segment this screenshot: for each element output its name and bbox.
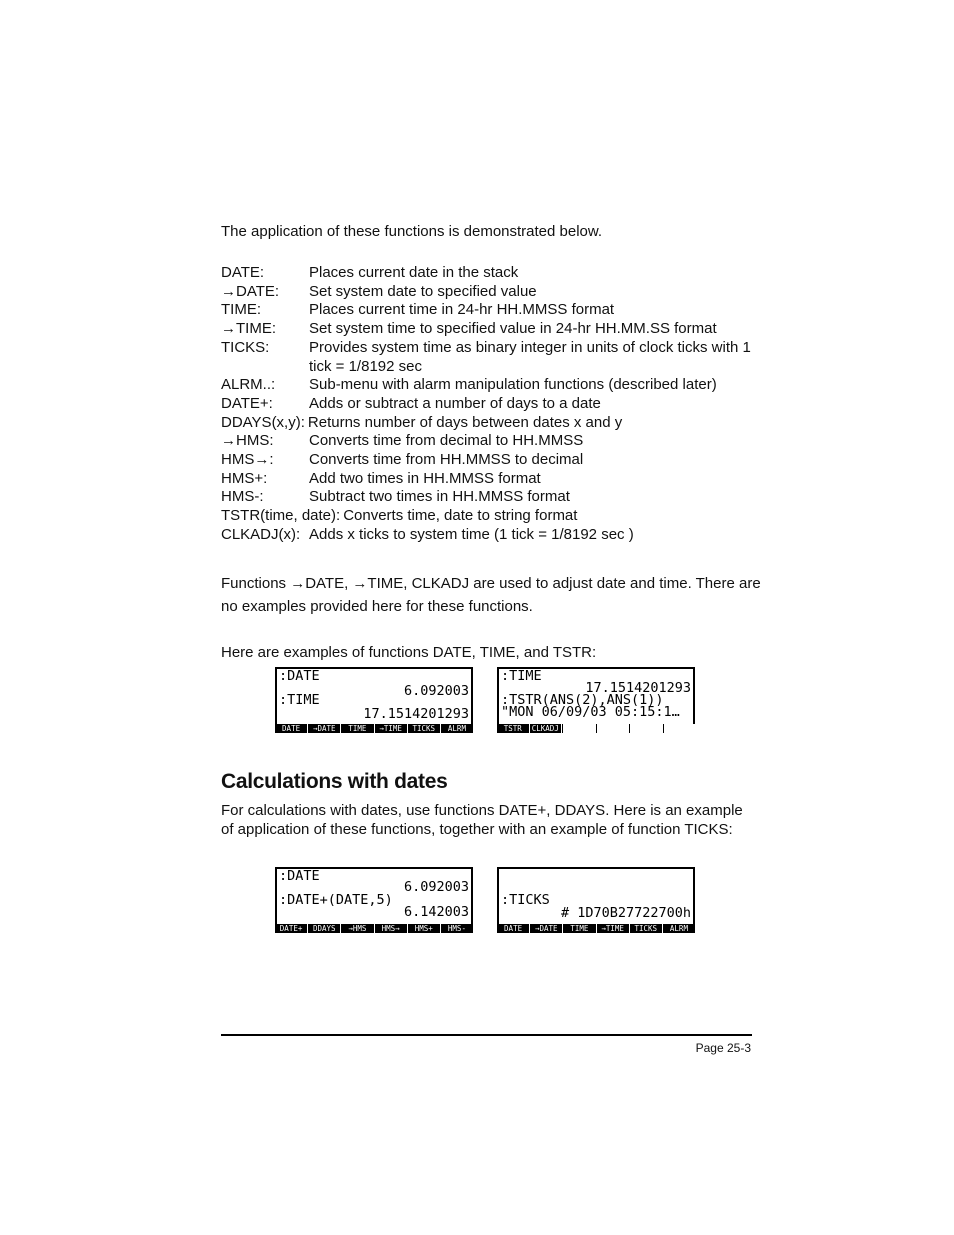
calc-screen-date-plus	[275, 867, 473, 933]
screen-border	[275, 667, 277, 725]
soft-key[interactable]: →TIME	[597, 924, 629, 933]
function-row	[221, 264, 761, 283]
function-desc: Adds x ticks to system time (1 tick = 1/8192 sec )	[309, 525, 634, 543]
examples-intro: Here are examples of functions DATE, TIME, and TSTR:	[221, 644, 597, 661]
function-name: DDAYS(x,y):	[221, 413, 305, 431]
function-row	[221, 451, 761, 470]
soft-key-empty[interactable]	[629, 724, 662, 733]
screen-border	[471, 667, 473, 725]
soft-key[interactable]: TIME	[563, 924, 595, 933]
adjust-paragraph	[221, 572, 761, 618]
function-name: DATE+:	[221, 394, 273, 412]
adjust-line-2: no examples provided here for these functions.	[221, 598, 533, 615]
soft-menu	[497, 724, 695, 733]
soft-key[interactable]: →TIME	[375, 724, 407, 733]
screen-border	[471, 867, 473, 925]
soft-key[interactable]: →DATE	[308, 724, 340, 733]
screen-border	[275, 867, 277, 925]
function-row	[221, 488, 761, 507]
function-name: TICKS:	[221, 338, 270, 356]
function-desc: Converts time, date to string format	[343, 507, 578, 525]
function-desc: Returns number of days between dates x and y	[307, 413, 623, 431]
dates-line-1: For calculations with dates, use functions DATE+, DDAYS. Here is an example	[221, 802, 743, 819]
function-name: →DATE:	[221, 282, 280, 300]
stack-line: 6.092003	[403, 880, 469, 894]
stack-line: 17.1514201293	[363, 707, 469, 721]
function-desc: Places current time in 24-hr HH.MMSS format	[309, 301, 615, 319]
adjust-line-1: Functions →DATE, →TIME, CLKADJ are used to adjust date and time. There are	[221, 575, 761, 592]
soft-key[interactable]: CLKADJ	[530, 724, 562, 733]
stack-line: :DATE	[279, 869, 320, 883]
soft-key[interactable]: DATE	[275, 724, 307, 733]
soft-menu	[497, 924, 695, 933]
function-list	[221, 264, 761, 545]
soft-key[interactable]: HMS→	[375, 924, 407, 933]
stack-line: 6.142003	[403, 905, 469, 919]
function-row	[221, 301, 761, 320]
page-number: Page 25-3	[695, 1041, 751, 1055]
screen-border	[497, 867, 499, 925]
screen-border	[693, 867, 695, 925]
function-name: TSTR(time, date):	[221, 507, 341, 525]
function-name: DATE:	[221, 264, 265, 281]
soft-key[interactable]: DATE	[497, 924, 529, 933]
stack-line: :DATE+(DATE,5)	[279, 893, 393, 907]
soft-key[interactable]: DDAYS	[308, 924, 340, 933]
soft-key[interactable]: →DATE	[530, 924, 562, 933]
dates-paragraph	[221, 801, 761, 839]
dates-line-2: of application of these functions, together with an example of function TICKS:	[221, 821, 733, 838]
calc-screen-date-time	[275, 667, 473, 733]
soft-key[interactable]: ALRM	[663, 924, 695, 933]
function-name: →TIME:	[221, 320, 276, 338]
function-desc: Adds or subtract a number of days to a date	[309, 394, 601, 412]
soft-key[interactable]: →HMS	[341, 924, 373, 933]
function-row	[221, 526, 761, 545]
function-desc: Add two times in HH.MMSS format	[309, 469, 541, 487]
function-row	[221, 283, 761, 302]
soft-key[interactable]: TICKS	[630, 924, 662, 933]
function-desc: Converts time from HH.MMSS to decimal	[309, 451, 584, 469]
soft-key-empty[interactable]	[562, 724, 595, 733]
soft-key[interactable]: HMS-	[441, 924, 473, 933]
stack-line: "MON 06/09/03 05:15:1…	[501, 705, 680, 719]
screen-border	[497, 667, 499, 725]
function-row	[221, 414, 761, 433]
function-row	[221, 432, 761, 451]
soft-key-empty[interactable]	[596, 724, 629, 733]
intro-text: The application of these functions is demonstrated below.	[221, 223, 603, 240]
function-name: TIME:	[221, 301, 261, 319]
stack-line: :TIME	[501, 669, 542, 683]
footer-rule	[221, 1034, 752, 1036]
soft-key-empty[interactable]	[663, 724, 696, 733]
soft-key[interactable]: TICKS	[408, 724, 440, 733]
soft-key[interactable]: TSTR	[497, 724, 529, 733]
soft-key[interactable]: HMS+	[408, 924, 440, 933]
function-desc-continuation: tick = 1/8192 sec	[309, 357, 422, 375]
soft-menu	[275, 724, 473, 733]
stack-line: 17.1514201293	[585, 681, 691, 695]
function-desc: Set system time to specified value in 24-hr HH.MM.SS format	[309, 320, 717, 338]
function-desc: Places current date in the stack	[309, 264, 519, 281]
soft-key[interactable]: TIME	[341, 724, 373, 733]
function-row	[221, 507, 761, 526]
function-name: HMS+:	[221, 469, 268, 487]
function-row	[221, 395, 761, 414]
soft-menu	[275, 924, 473, 933]
function-desc: Set system date to specified value	[309, 282, 537, 300]
calc-screen-ticks	[497, 867, 695, 933]
function-desc: Provides system time as binary integer in units of clock ticks with 1	[309, 338, 751, 356]
stack-line: :TICKS	[501, 893, 550, 907]
function-name: CLKADJ(x):	[221, 525, 301, 543]
soft-key[interactable]: DATE+	[275, 924, 307, 933]
function-row	[221, 339, 761, 358]
function-desc: Converts time from decimal to HH.MMSS	[309, 432, 584, 450]
function-name: ALRM..:	[221, 376, 276, 394]
function-row	[221, 470, 761, 489]
function-row	[221, 320, 761, 339]
section-heading: Calculations with dates	[221, 770, 448, 793]
soft-key[interactable]: ALRM	[441, 724, 473, 733]
function-desc: Sub-menu with alarm manipulation functions (described later)	[309, 376, 717, 394]
function-name: HMS-:	[221, 488, 264, 506]
stack-line: :TIME	[279, 693, 320, 707]
calc-screen-tstr	[497, 667, 695, 733]
function-desc: Subtract two times in HH.MMSS format	[309, 488, 570, 506]
stack-line: :DATE	[279, 669, 320, 683]
stack-line: :TSTR(ANS(2),ANS(1))	[501, 693, 664, 707]
stack-line: 6.092003	[403, 684, 469, 698]
function-row	[221, 376, 761, 395]
function-name: HMS→:	[221, 451, 274, 469]
screen-border	[693, 667, 695, 725]
function-name: →HMS:	[221, 432, 274, 450]
stack-line: # 1D70B27722700h	[560, 906, 691, 920]
